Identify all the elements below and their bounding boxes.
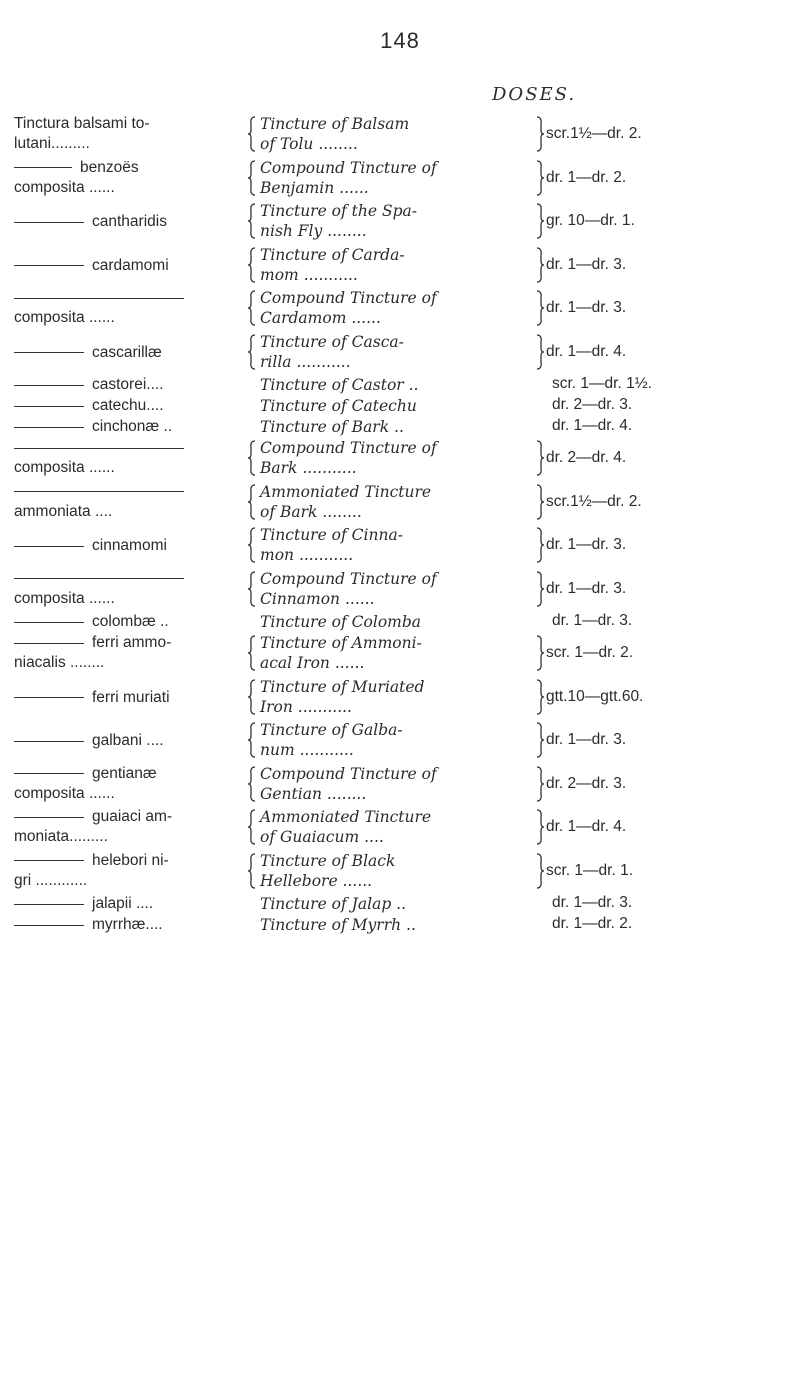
english-name	[260, 201, 550, 241]
right-brace-icon	[536, 440, 544, 476]
english-name-line-1: Tincture of Galba-	[260, 721, 403, 739]
latin-name	[14, 731, 246, 751]
english-name	[260, 720, 550, 760]
english-name	[260, 894, 550, 914]
dose-range: dr. 1—dr. 3.	[552, 612, 633, 629]
english-name-line-1: Tincture of Casca-	[260, 332, 404, 351]
left-brace-icon	[248, 334, 256, 370]
ditto-rule	[14, 490, 184, 492]
english-name-line-1: Compound Tincture of	[260, 569, 437, 588]
latin-name	[14, 256, 246, 276]
dose-range: scr. 1—dr. 2.	[546, 644, 634, 661]
right-brace-icon	[536, 160, 544, 196]
latin-name-line-1: ferri ammo-	[92, 634, 172, 651]
dose-range: dr. 2—dr. 3.	[552, 396, 633, 413]
latin-name-line-1: benzoës	[80, 158, 139, 176]
english-name-line-1: Tincture of Castor ..	[260, 376, 419, 394]
latin-name	[14, 417, 246, 437]
table-row	[14, 807, 794, 851]
english-name	[260, 633, 550, 673]
table-row	[14, 396, 794, 417]
english-name-line-2: mom ...........	[260, 265, 358, 284]
latin-name-line-1: cinnamomi	[92, 537, 167, 554]
ditto-rule	[14, 577, 184, 579]
table-row	[14, 201, 794, 245]
dose-range: dr. 1—dr. 3.	[546, 579, 627, 597]
latin-name-line-1: cantharidis	[92, 213, 167, 230]
latin-name-line-1: colombæ ..	[92, 613, 169, 630]
dose-range: dr. 1—dr. 3.	[546, 255, 627, 273]
latin-name	[14, 212, 246, 232]
dose-range: scr. 1—dr. 1½.	[552, 375, 652, 392]
english-name-line-2: of Bark ........	[260, 502, 362, 521]
english-name	[260, 764, 550, 804]
doses-column-header: DOSES.	[492, 84, 577, 105]
dose-range: dr. 1—dr. 3.	[546, 536, 627, 553]
latin-name-line-1: jalapii ....	[92, 895, 154, 912]
table-row	[14, 633, 794, 677]
latin-name-line-1: myrrhæ....	[92, 916, 163, 933]
right-brace-icon	[536, 247, 544, 283]
right-brace-icon	[536, 853, 544, 889]
table-row	[14, 764, 794, 808]
latin-name-line-2: composita ......	[14, 309, 115, 326]
latin-name-line-2: ammoniata ....	[14, 502, 113, 520]
right-brace-icon	[536, 635, 544, 671]
table-row	[14, 158, 794, 202]
english-name-line-1: Tincture of Bark ..	[260, 418, 404, 436]
english-name	[260, 375, 550, 395]
english-name	[260, 915, 550, 935]
english-name	[260, 851, 550, 891]
english-name-line-2: num ...........	[260, 741, 354, 759]
english-name	[260, 677, 550, 717]
right-brace-icon	[536, 484, 544, 520]
page-number: 148	[380, 28, 420, 53]
latin-name	[14, 114, 246, 154]
english-name-line-1: Tincture of Cinna-	[260, 526, 403, 544]
left-brace-icon	[248, 766, 256, 802]
latin-name-line-1: helebori ni-	[92, 851, 169, 869]
english-name-line-2: Hellebore ......	[260, 871, 373, 890]
table-row	[14, 915, 794, 936]
english-name-line-1: Tincture of Catechu	[260, 397, 417, 415]
right-brace-icon	[536, 527, 544, 563]
english-name	[260, 482, 550, 522]
english-name	[260, 569, 550, 609]
table-row	[14, 894, 794, 915]
latin-name	[14, 612, 246, 632]
ditto-rule	[14, 297, 184, 299]
english-name	[260, 245, 550, 285]
ditto-rule	[14, 166, 72, 168]
latin-name-line-1: guaiaci am-	[92, 808, 173, 825]
latin-name-line-1: galbani ....	[92, 732, 164, 749]
right-brace-icon	[536, 722, 544, 758]
english-name-line-1: Tincture of Colomba	[260, 613, 422, 631]
table-row	[14, 245, 794, 289]
tincture-dose-table	[14, 114, 794, 936]
right-brace-icon	[536, 766, 544, 802]
dose-range: dr. 1—dr. 3.	[546, 731, 627, 748]
latin-name	[14, 894, 246, 914]
english-name	[260, 396, 550, 416]
ditto-rule	[14, 740, 84, 742]
english-name-line-1: Tincture of Balsam	[260, 115, 410, 133]
table-row	[14, 114, 794, 158]
latin-name	[14, 158, 246, 198]
table-row	[14, 525, 794, 569]
table-row	[14, 417, 794, 438]
left-brace-icon	[248, 809, 256, 845]
latin-name	[14, 375, 246, 395]
latin-name-line-2: composita ......	[14, 784, 115, 802]
left-brace-icon	[248, 571, 256, 607]
english-name	[260, 332, 550, 372]
english-name	[260, 612, 550, 632]
dose-range: dr. 2—dr. 4.	[546, 449, 627, 466]
english-name-line-1: Tincture of Carda-	[260, 245, 405, 264]
left-brace-icon	[248, 722, 256, 758]
right-brace-icon	[536, 809, 544, 845]
dose-range: dr. 1—dr. 3.	[546, 299, 627, 316]
left-brace-icon	[248, 853, 256, 889]
ditto-rule	[14, 924, 84, 926]
english-name-line-2: of Tolu ........	[260, 135, 358, 153]
english-name-line-2: of Guaiacum ....	[260, 828, 384, 846]
dose-range: dr. 1—dr. 2.	[546, 168, 627, 186]
english-name	[260, 288, 550, 328]
english-name-line-2: Gentian ........	[260, 784, 367, 803]
latin-name-line-1: cinchonæ ..	[92, 418, 173, 435]
table-row	[14, 569, 794, 613]
left-brace-icon	[248, 635, 256, 671]
latin-name-line-2: lutani.........	[14, 135, 90, 152]
right-brace-icon	[536, 334, 544, 370]
table-row	[14, 677, 794, 721]
right-brace-icon	[536, 290, 544, 326]
latin-name-line-1: gentianæ	[92, 764, 157, 782]
latin-name-line-1: cascarillæ	[92, 343, 162, 361]
ditto-rule	[14, 642, 84, 644]
ditto-rule	[14, 772, 84, 774]
english-name-line-1: Tincture of Jalap ..	[260, 895, 407, 913]
table-row	[14, 851, 794, 895]
ditto-rule	[14, 621, 84, 623]
ditto-rule	[14, 351, 84, 353]
latin-name	[14, 343, 246, 363]
dose-range: dr. 1—dr. 4.	[552, 417, 633, 434]
right-brace-icon	[536, 203, 544, 239]
latin-name-line-2: composita ......	[14, 459, 115, 476]
english-name-line-1: Tincture of Black	[260, 851, 396, 870]
latin-name-line-2: composita ......	[14, 589, 115, 607]
table-row	[14, 332, 794, 376]
dose-range: dr. 2—dr. 3.	[546, 774, 627, 792]
english-name-line-2: nish Fly ........	[260, 222, 367, 240]
english-name-line-2: acal Iron ......	[260, 654, 365, 672]
left-brace-icon	[248, 527, 256, 563]
left-brace-icon	[248, 484, 256, 520]
english-name	[260, 158, 550, 198]
right-brace-icon	[536, 679, 544, 715]
dose-range: scr. 1—dr. 1.	[546, 861, 634, 879]
english-name-line-1: Compound Tincture of	[260, 289, 437, 307]
english-name-line-2: Benjamin ......	[260, 178, 369, 197]
dose-range: gr. 10—dr. 1.	[546, 212, 635, 229]
english-name	[260, 807, 550, 847]
english-name	[260, 438, 550, 478]
latin-name-line-2: gri ............	[14, 871, 88, 889]
table-row	[14, 288, 794, 332]
table-row	[14, 720, 794, 764]
english-name	[260, 417, 550, 437]
latin-name	[14, 536, 246, 556]
latin-name-line-2: niacalis ........	[14, 654, 105, 671]
english-name-line-1: Compound Tincture of	[260, 158, 437, 177]
table-row	[14, 482, 794, 526]
latin-name	[14, 807, 246, 847]
latin-name	[14, 915, 246, 935]
ditto-rule	[14, 903, 84, 905]
latin-name-line-2: composita ......	[14, 178, 115, 196]
dose-range: gtt.10—gtt.60.	[546, 687, 644, 705]
latin-name	[14, 764, 246, 804]
ditto-rule	[14, 221, 84, 223]
latin-name	[14, 438, 246, 478]
latin-name	[14, 851, 246, 891]
english-name	[260, 525, 550, 565]
english-name-line-1: Tincture of the Spa-	[260, 202, 418, 220]
english-name-line-1: Ammoniated Tincture	[260, 482, 432, 501]
left-brace-icon	[248, 160, 256, 196]
dose-range: dr. 1—dr. 4.	[546, 818, 627, 835]
latin-name-line-1: castorei....	[92, 376, 164, 393]
ditto-rule	[14, 384, 84, 386]
latin-name	[14, 396, 246, 416]
ditto-rule	[14, 426, 84, 428]
ditto-rule	[14, 447, 184, 449]
english-name-line-1: Tincture of Muriated	[260, 677, 425, 696]
ditto-rule	[14, 696, 84, 698]
english-name	[260, 114, 550, 154]
english-name-line-2: Bark ...........	[260, 459, 357, 477]
left-brace-icon	[248, 116, 256, 152]
english-name-line-1: Compound Tincture of	[260, 764, 437, 783]
left-brace-icon	[248, 290, 256, 326]
dose-range: scr.1½—dr. 2.	[546, 125, 642, 142]
english-name-line-2: Cardamom ......	[260, 309, 381, 327]
dose-range: dr. 1—dr. 2.	[552, 915, 633, 932]
table-row	[14, 375, 794, 396]
latin-name	[14, 288, 246, 328]
ditto-rule	[14, 545, 84, 547]
ditto-rule	[14, 859, 84, 861]
english-name-line-1: Tincture of Ammoni-	[260, 634, 422, 652]
left-brace-icon	[248, 679, 256, 715]
table-row	[14, 612, 794, 633]
latin-name	[14, 633, 246, 673]
dose-range: dr. 1—dr. 4.	[546, 342, 627, 360]
right-brace-icon	[536, 571, 544, 607]
table-row	[14, 438, 794, 482]
ditto-rule	[14, 264, 84, 266]
english-name-line-1: Tincture of Myrrh ..	[260, 916, 416, 934]
latin-name-line-1: Tinctura balsami to-	[14, 115, 150, 132]
english-name-line-1: Ammoniated Tincture	[260, 808, 432, 826]
dose-range: scr.1½—dr. 2.	[546, 492, 642, 510]
latin-name-line-2: moniata.........	[14, 828, 108, 845]
english-name-line-2: rilla ...........	[260, 352, 351, 371]
latin-name-line-1: ferri muriati	[92, 688, 170, 706]
ditto-rule	[14, 405, 84, 407]
latin-name-line-1: cardamomi	[92, 256, 169, 274]
latin-name	[14, 482, 246, 522]
english-name-line-2: Cinnamon ......	[260, 589, 375, 608]
left-brace-icon	[248, 203, 256, 239]
latin-name-line-1: catechu....	[92, 397, 164, 414]
ditto-rule	[14, 816, 84, 818]
english-name-line-2: mon ...........	[260, 546, 354, 564]
left-brace-icon	[248, 440, 256, 476]
english-name-line-1: Compound Tincture of	[260, 439, 437, 457]
left-brace-icon	[248, 247, 256, 283]
dose-range: dr. 1—dr. 3.	[552, 894, 633, 911]
latin-name	[14, 688, 246, 708]
english-name-line-2: Iron ...........	[260, 697, 352, 716]
latin-name	[14, 569, 246, 609]
right-brace-icon	[536, 116, 544, 152]
